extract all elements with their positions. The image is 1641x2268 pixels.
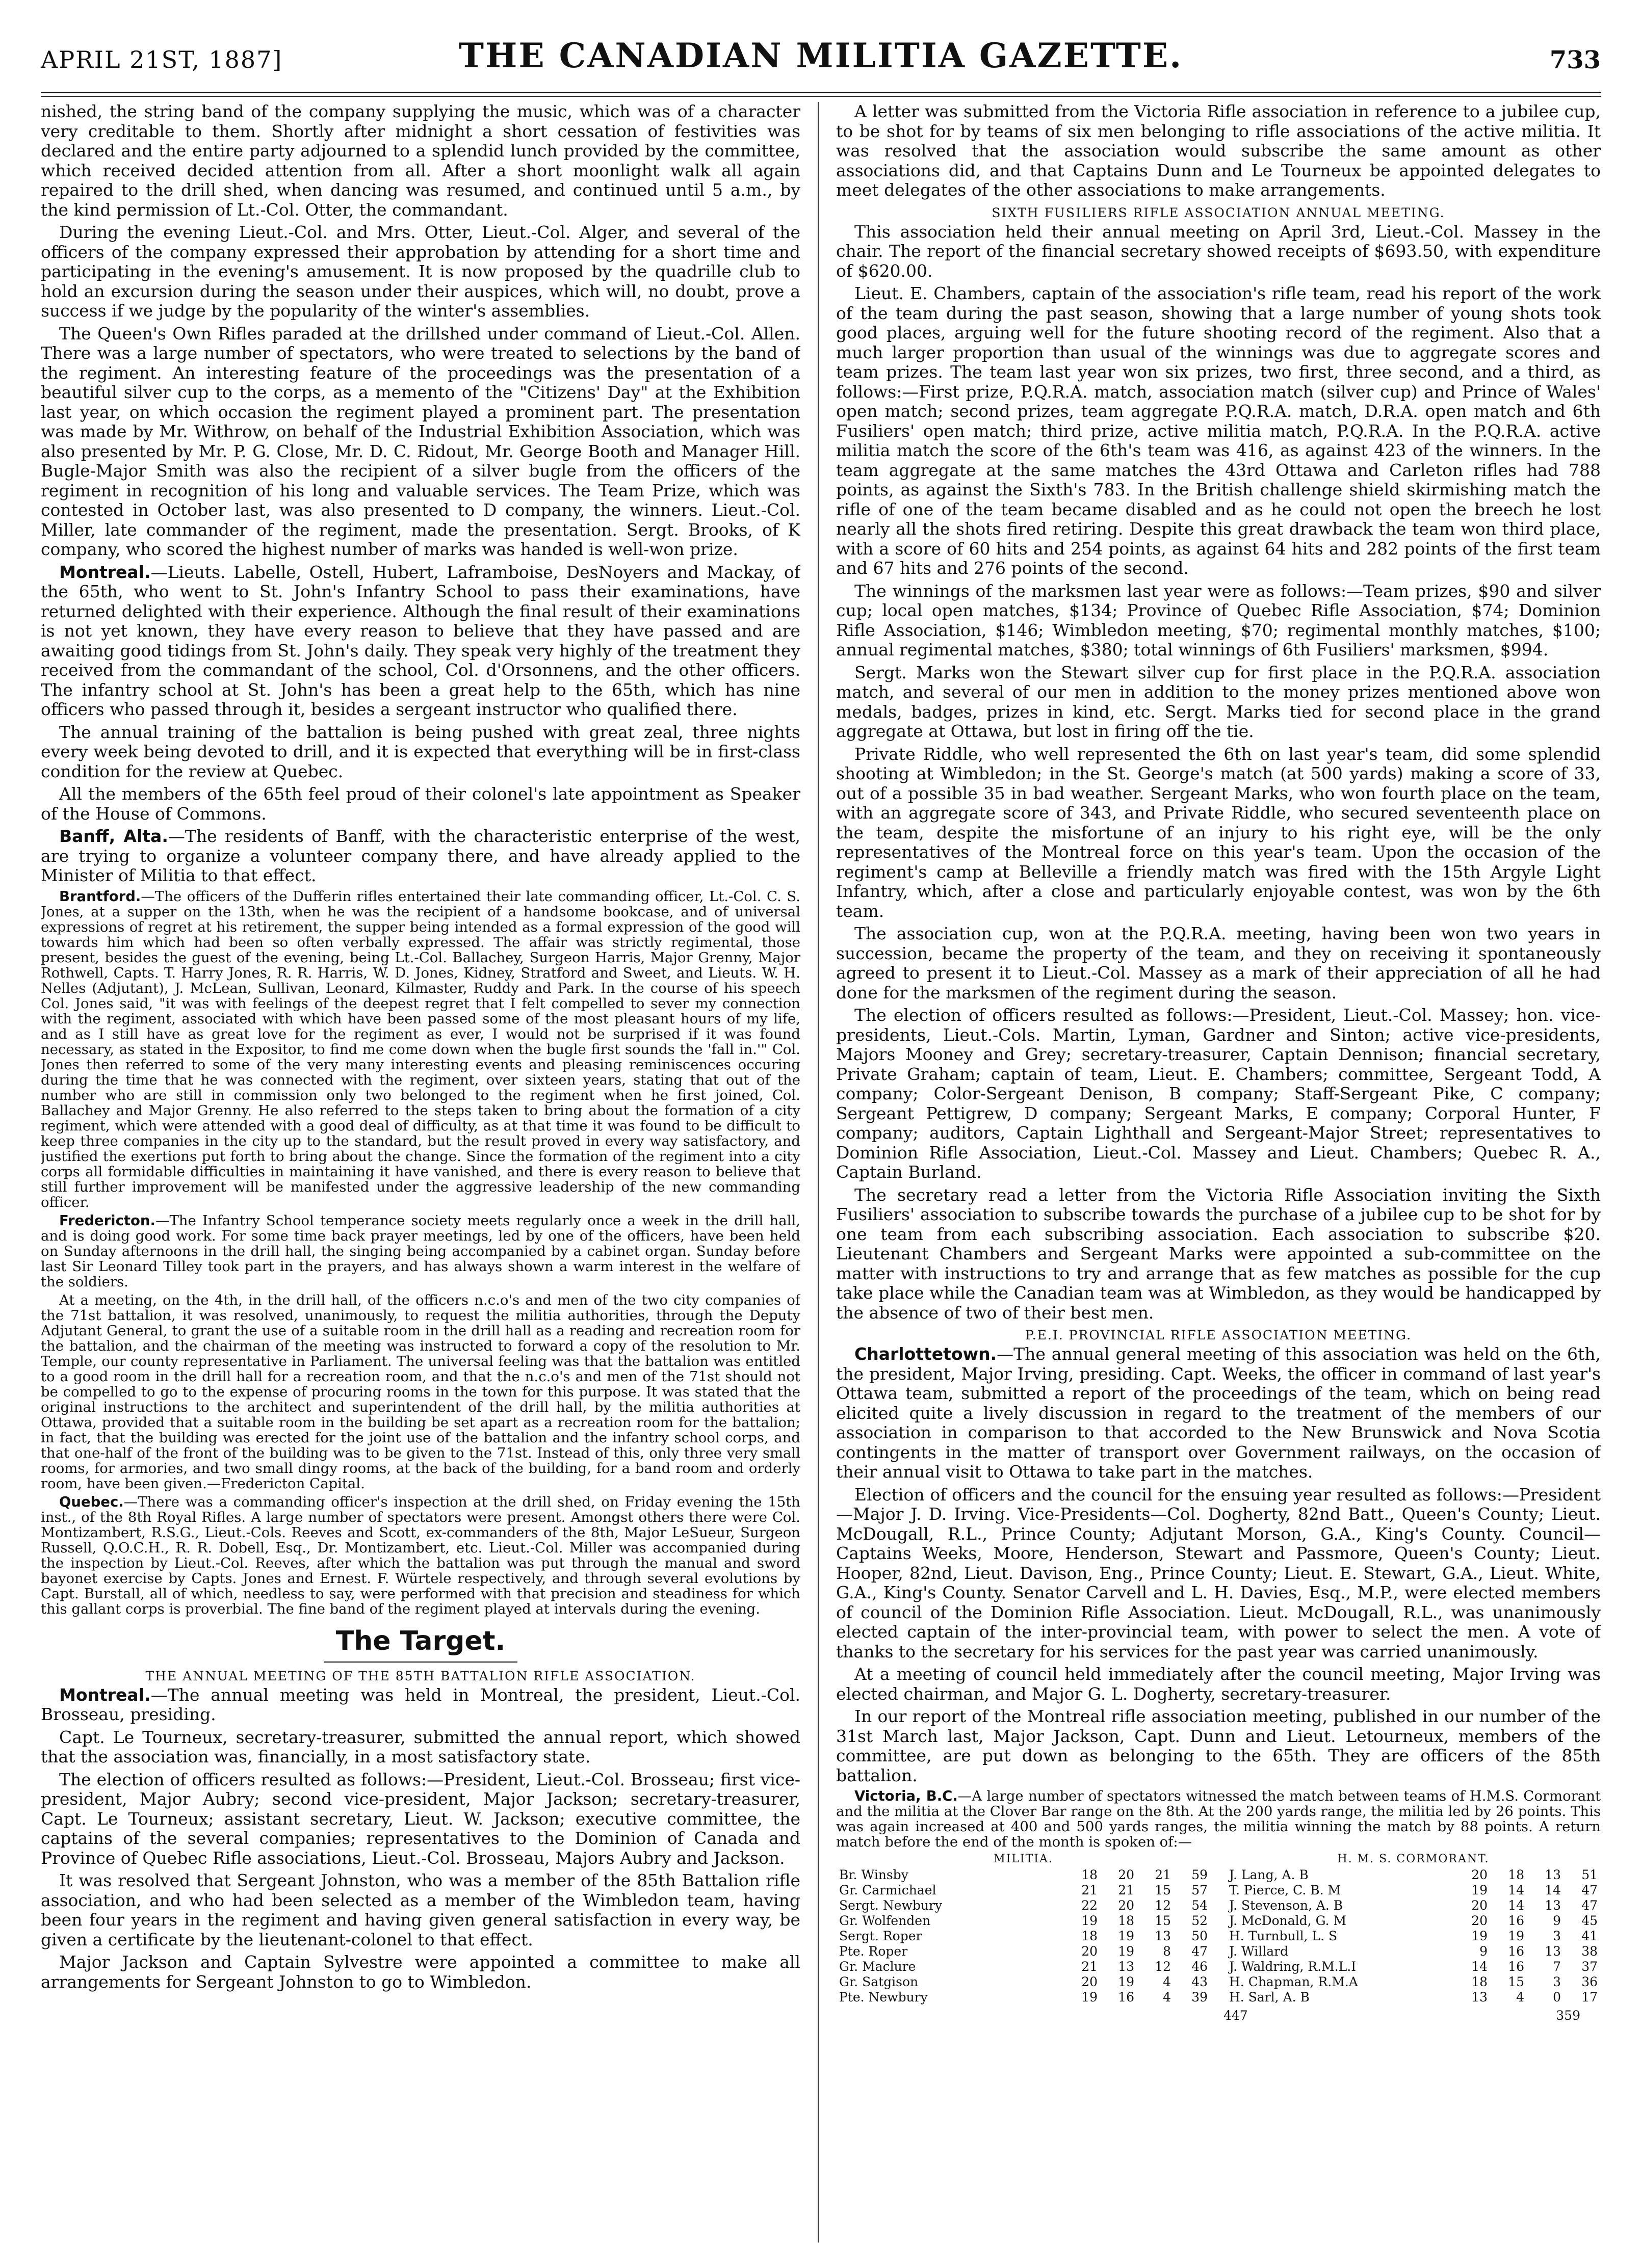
table-row	[1226, 1959, 1601, 1974]
montreal-item	[41, 563, 800, 720]
columns	[41, 102, 1601, 2243]
score-500-yards: 13	[1545, 1944, 1561, 1959]
score-500-yards: 13	[1545, 1867, 1561, 1882]
paragraph: Sergt. Marks won the Stewart silver cup for first place in the P.Q.R.A. association match, and several of our men in addition to the money prizes mentioned above won medals, badges, prizes in kind, etc. Sergt. Marks tied for second place in the grand aggregate at Ottawa, but lost in firing off the tie.	[836, 662, 1601, 741]
score-500-yards: 3	[1553, 1974, 1561, 1989]
score-200-yards: 20	[1081, 1944, 1098, 1959]
table-row	[1226, 1929, 1601, 1944]
score-total: 41	[1581, 1929, 1598, 1943]
score-400-yards: 19	[1118, 1974, 1134, 1989]
paragraph: The annual training of the battalion is being pushed with great zeal, three nights every week being devoted to drill, and it is expected that everything will be in first-class condition for the review at Quebec.	[41, 722, 800, 781]
score-500-yards: 4	[1163, 1990, 1171, 2005]
table-row	[1226, 1944, 1601, 1959]
score-total: 46	[1191, 1959, 1208, 1974]
competitor-name: T. Pierce, C. B. M	[1229, 1883, 1341, 1897]
table-row	[836, 1867, 1211, 1883]
competitor-name: H. Sarl, A. B	[1229, 1990, 1310, 2005]
section-title: The Target.	[335, 1625, 506, 1656]
score-200-yards: 19	[1471, 1883, 1488, 1897]
table-row	[1226, 1990, 1601, 2005]
competitor-name: Pte. Roper	[839, 1944, 908, 1959]
place-heading: Quebec.	[59, 1493, 124, 1510]
column-divider	[818, 102, 819, 2243]
paragraph: nished, the string band of the company supplying the music, which was of a character very creditable to them. Shortly after midnight a short cessation of festivities was declared and the entire party adjourned to a splendid lunch provided by the committee, which received decided attention from all. After a short moonlight walk all again repaired to the drill shed, when dancing was resumed, and continued until 5 a.m., by the kind permission of Lt.-Col. Otter, the commandant.	[41, 102, 800, 220]
score-total: 47	[1191, 1944, 1208, 1959]
competitor-name: Gr. Maclure	[839, 1959, 916, 1974]
paragraph: At a meeting of council held immediately after the council meeting, Major Irving was elected chairman, and Major G. L. Dogherty, secretary-treasurer.	[836, 1664, 1601, 1704]
newspaper-page	[41, 36, 1601, 2243]
competitor-name: J. Waldring, R.M.L.I	[1229, 1959, 1357, 1974]
place-heading: Montreal.	[59, 1684, 151, 1705]
table-row	[836, 1959, 1211, 1974]
item-text: —The annual general meeting of this association was held on the 6th, the president, Major Irving, presiding. Capt. Weeks, the officer in command of last year's Ottawa team, submitted a report of the proceedings of the team, which on being read elicited quite a lively discussion in regard to the treatment of the members of our association in comparison to that accorded to the New Brunswick and Nova Scotia contingents in the matter of transport over Government railways, on the occasion of their annual visit to Ottawa to take part in the matches.	[836, 1344, 1601, 1482]
charlottetown-item	[836, 1344, 1601, 1482]
score-400-yards: 20	[1118, 1867, 1134, 1882]
score-500-yards: 8	[1163, 1944, 1171, 1959]
score-500-yards: 12	[1155, 1898, 1171, 1913]
place-heading: Brantford.	[59, 888, 141, 905]
score-400-yards: 14	[1508, 1883, 1524, 1897]
totals-row	[836, 2005, 1601, 2023]
paragraph: Private Riddle, who well represented the 6th on last year's team, did some splendid shooting at Wimbledon; in the St. George's match (at 500 yards) making a score of 33, out of a possible 35 in bad weather. Sergeant Marks, who won fourth place on the team, with an aggregate score of 343, and Private Riddle, who secured seventeenth place on the team, despite the misfortune of an injury to his right eye, will be the only representatives of the Montreal force on this year's team. Upon the occasion of the regiment's camp at Belleville a friendly match was fired with the 15th Argyle Light Infantry, which, after a close and particularly enjoyable contest, was won by the 6th team.	[836, 744, 1601, 921]
score-400-yards: 16	[1508, 1913, 1524, 1928]
score-200-yards: 13	[1471, 1990, 1488, 2005]
victoria-item	[836, 1788, 1601, 1850]
score-500-yards: 13	[1545, 1898, 1561, 1913]
score-400-yards: 13	[1118, 1959, 1134, 1974]
table-row	[836, 1974, 1211, 1990]
fredericton-item	[41, 1213, 800, 1289]
score-400-yards: 19	[1118, 1929, 1134, 1943]
score-400-yards: 19	[1118, 1944, 1134, 1959]
page-number: 733	[1549, 46, 1601, 74]
score-500-yards: 13	[1155, 1929, 1171, 1943]
paragraph: A letter was submitted from the Victoria Rifle association in reference to a jubilee cup, to be shot for by teams of six men belonging to rifle associations of the active militia. It was resolved that the association would subscribe the same amount as other associations did, and that Captains Dunn and Le Tourneux be appointed delegates to meet delegates of the other associations to make arrangements.	[836, 102, 1601, 200]
score-total: 47	[1581, 1898, 1598, 1913]
paragraph: In our report of the Montreal rifle association meeting, published in our number of the 31st March last, Major Jackson, Capt. Dunn and Lieut. Letourneux, members of the committee, are put down as belonging to the 65th. They are officers of the 85th battalion.	[836, 1706, 1601, 1785]
score-400-yards: 14	[1508, 1898, 1524, 1913]
score-200-yards: 20	[1471, 1913, 1488, 1928]
competitor-name: Sergt. Newbury	[839, 1898, 943, 1913]
table-row	[1226, 1974, 1601, 1990]
table-row	[836, 1990, 1211, 2005]
score-total: 57	[1191, 1883, 1208, 1897]
subsection-heading: P.E.I. PROVINCIAL RIFLE ASSOCIATION MEETING.	[1025, 1328, 1412, 1342]
score-200-yards: 9	[1479, 1944, 1488, 1959]
score-400-yards: 19	[1508, 1929, 1524, 1943]
table-row	[836, 1944, 1211, 1959]
place-heading: Montreal.	[59, 562, 151, 582]
item-text: —The residents of Banff, with the characteristic enterprise of the west, are trying to organize a volunteer company there, and have already applied to the Minister of Militia to that effect.	[41, 826, 800, 885]
paragraph: The election of officers resulted as follows:—President, Lieut.-Col. Massey; hon. vice-presidents, Lieut.-Cols. Martin, Lyman, Gardner and Sinton; active vice-presidents, Majors Mooney and Grey; secretary-treasurer, Captain Dennison; financial secretary, Private Graham; captain of team, Lieut. E. Chambers; committee, Sergeant Todd, A company; Color-Sergeant Denison, B company; Staff-Sergeant Pike, C company; Sergeant Pettigrew, D company; Sergeant Marks, E company; Corporal Hunter, F company; auditors, Captain Lighthall and Sergeant-Major Street; representatives to Dominion Rifle Association, Lieut.-Col. Massey and Lieut. Chambers; Quebec R. A., Captain Burland.	[836, 1005, 1601, 1182]
score-400-yards: 16	[1508, 1959, 1524, 1974]
place-heading: Charlottetown.	[854, 1344, 997, 1364]
paragraph: It was resolved that Sergeant Johnston, who was a member of the 85th Battalion rifle association, and who had been selected as a member of the Wimbledon team, having been four years in the regiment and having given general satisfaction in every way, be given a certificate by the lieutenant-colonel to that effect.	[41, 1870, 800, 1949]
competitor-name: J. McDonald, G. M	[1229, 1913, 1347, 1928]
score-400-yards: 20	[1118, 1898, 1134, 1913]
quebec-item	[41, 1494, 800, 1617]
table-row	[1226, 1883, 1601, 1898]
item-text: —There was a commanding officer's inspection at the drill shed, on Friday evening the 15th inst., of the 8th Royal Rifles. A large number of spectators were present. Amongst others there were Col. Montizambert, R.S.G., Lieut.-Cols. Reeves and Scott, ex-commanders of the 8th, Major LeSueur, Surgeon Russell, Q.O.C.H., R. R. Dobell, Esq., Dr. Montizambert, etc. Lieut.-Col. Miller was accompanied during the inspection by Lieut.-Col. Reeves, after which the battalion was put through the manual and sword bayonet exercise by Capts. Jones and Ernest. F. Würtele respectively, and through several evolutions by Capt. Burstall, all of which, needless to say, were performed with that precision and steadiness for which this gallant corps is proverbial. The fine band of the regiment played at intervals during the evening.	[41, 1493, 800, 1617]
paragraph: This association held their annual meeting on April 3rd, Lieut.-Col. Massey in the chair. The report of the financial secretary showed receipts of $693.50, with expenditure of $620.00.	[836, 221, 1601, 281]
place-heading: Banff, Alta.	[59, 826, 168, 846]
score-200-yards: 19	[1081, 1990, 1098, 2005]
place-heading: Fredericton.	[59, 1212, 155, 1229]
paragraph: Major Jackson and Captain Sylvestre were appointed a committee to make all arrangements for Sergeant Johnston to go to Wimbledon.	[41, 1952, 800, 1992]
brantford-item	[41, 889, 800, 1210]
score-200-yards: 21	[1081, 1959, 1098, 1974]
issue-date: APRIL 21ST, 1887]	[41, 46, 283, 73]
score-500-yards: 3	[1553, 1929, 1561, 1943]
militia-total: 447	[1223, 2008, 1248, 2023]
competitor-name: Sergt. Roper	[839, 1929, 922, 1943]
score-total: 51	[1581, 1867, 1598, 1882]
table-row	[1226, 1867, 1601, 1883]
score-400-yards: 16	[1508, 1944, 1524, 1959]
score-200-yards: 19	[1081, 1913, 1098, 1928]
score-total: 17	[1581, 1990, 1598, 2005]
score-total: 47	[1581, 1883, 1598, 1897]
score-200-yards: 18	[1081, 1929, 1098, 1943]
cormorant-total: 359	[1556, 2008, 1580, 2023]
paragraph: The election of officers resulted as follows:—President, Lieut.-Col. Brosseau; first vice-president, Major Aubry; second vice-president, Major Jackson; secretary-treasurer, Capt. Le Tourneux; assistant secretary, Lieut. W. Jackson; executive committee, the captains of the several companies; representatives to the Dominion of Canada and Province of Quebec Rifle associations, Lieut.-Col. Brosseau, Majors Aubry and Jackson.	[41, 1769, 800, 1868]
score-500-yards: 15	[1155, 1883, 1171, 1897]
score-500-yards: 4	[1163, 1974, 1171, 1989]
table-row	[836, 1929, 1211, 1944]
score-200-yards: 19	[1471, 1929, 1488, 1943]
score-400-yards: 18	[1508, 1867, 1524, 1882]
item-text: —The annual meeting was held in Montreal, the president, Lieut.-Col. Brosseau, presiding.	[41, 1684, 800, 1724]
score-500-yards: 9	[1553, 1913, 1561, 1928]
cormorant-score-table	[1226, 1867, 1601, 2005]
score-total: 50	[1191, 1929, 1208, 1943]
competitor-name: Pte. Newbury	[839, 1990, 928, 2005]
competitor-name: J. Willard	[1229, 1944, 1289, 1959]
score-200-yards: 20	[1471, 1867, 1488, 1882]
paragraph: The association cup, won at the P.Q.R.A. meeting, having been won two years in succession, became the property of the team, and they on receiving it spontaneously agreed to present it to Lieut.-Col. Massey as a mark of their appreciation of all he had done for the marksmen of the regiment during the season.	[836, 924, 1601, 1003]
subsection-heading: THE ANNUAL MEETING OF THE 85TH BATTALION RIFLE ASSOCIATION.	[145, 1668, 696, 1683]
score-total: 36	[1581, 1974, 1598, 1989]
item-text: —The Infantry School temperance society meets regularly once a week in the drill hall, and is doing good work. For some time back prayer meetings, led by one of the officers, have been held on Sunday afternoons in the drill hall, the singing being accompanied by a cabinet organ. Sunday before last Sir Leonard Tilley took part in the prayers, and has always shown a warm interest in the welfare of the soldiers.	[41, 1212, 800, 1290]
publication-title: THE CANADIAN MILITIA GAZETTE.	[458, 36, 1183, 75]
table-row	[1226, 1913, 1601, 1929]
competitor-name: Br. Winsby	[839, 1867, 908, 1882]
paragraph: At a meeting, on the 4th, in the drill hall, of the officers n.c.o's and men of the two city companies of the 71st battalion, it was resolved, unanimously, to request the militia authorities, through the Deputy Adjutant General, to grant the use of a suitable room in the drill hall as a reading and recreation room for the battalion, and the chairman of the meeting was instructed to forward a copy of the resolution to Mr. Temple, our county representative in Parliament. The universal feeling was that the battalion was entitled to a good room in the drill hall for a recreation room, and that the n.c.o's and men of the 71st should not be compelled to go to the expense of procuring rooms in the town for this purpose. It was stated that the original instructions to the architect and superintendent of the drill hall, by the militia authorities at Ottawa, provided that a suitable room in the building be set apart as a recreation room for the battalion; in fact, that the building was erected for the joint use of the battalion and the infantry school corps, and that one-half of the front of the building was to be given to the 71st. Instead of this, only three very small rooms, for armories, and two small dingy rooms, at the back of the building, for a band room and orderly room, have been given.—Fredericton Capital.	[41, 1291, 800, 1492]
place-heading: Victoria, B.C.	[854, 1788, 958, 1804]
paragraph: Capt. Le Tourneux, secretary-treasurer, submitted the annual report, which showed that the association was, financially, in a most satisfactory state.	[41, 1727, 800, 1766]
score-500-yards: 7	[1553, 1959, 1561, 1974]
item-text: —The officers of the Dufferin rifles entertained their late commanding officer, Lt.-Col. C. S. Jones, at a supper on the 13th, when he was the recipient of a handsome bookcase, and of universal expressions of regret at his retirement, the supper being intended as a formal expression of the good will towards him which had been so often verbally expressed. The affair was strictly regimental, those present, besides the guest of the evening, being Lt.-Col. Ballachey, Surgeon Harris, Major Grenny, Major Rothwell, Capts. T. Harry Jones, R. R. Harris, W. D. Jones, Kidney, Stratford and Sweet, and Lieuts. W. H. Nelles (Adjutant), J. McLean, Sullivan, Leonard, Kilmaster, Ruddy and Park. In the course of his speech Col. Jones said, "it was with feelings of the deepest regret that I felt compelled to sever my connection with the regiment, associated with which have been passed some of the most pleasant hours of my life, and as I still have as great love for the regiment as ever, I would not be surprised if it was found necessary, as stated in the Expositor, to find me come down when the bugle first sounds the 'fall in.'" Col. Jones then referred to some of the very many interesting events and pleasing reminiscences occuring during the time that he was connected with the regiment, over sixteen years, stating that out of the number who are still in commission only two belonged to the regiment when he first joined, Col. Ballachey and Major Grenny. He also referred to the steps taken to bring about the formation of a city regiment, which were attended with a good deal of difficulty, as at that time it was found to be difficult to keep three companies in the city up to the standard, but the result proved in every way satisfactory, and justified the exertions put forth to bring about the change. Since the formation of the regiment into a city corps all formidable difficulties in maintaining it have vanished, and there is every reason to believe that still further improvement will be manifested under the aggressive leadership of the new commanding officer.	[41, 888, 800, 1210]
table-caption: MILITIA.	[994, 1853, 1053, 1865]
right-column	[836, 102, 1601, 2243]
score-total: 39	[1191, 1990, 1208, 2005]
paragraph: The Queen's Own Rifles paraded at the drillshed under command of Lieut.-Col. Allen. There was a large number of spectators, who were treated to selections by the band of the regiment. An interesting feature of the proceedings was the presentation of a beautiful silver cup to the corps, as a memento of the "Citizens' Day" at the Exhibition last year, on which occasion the regiment played a prominent part. The presentation was made by Mr. Withrow, on behalf of the Industrial Exhibition Association, which was also presented by Mr. P. G. Close, Mr. D. C. Ridout, Mr. George Booth and Manager Hill. Bugle-Major Smith was also the recipient of a silver bugle from the officers of the regiment in recognition of his long and valuable services. The Team Prize, which was contested in October last, was also presented to D company, the winners. Lieut.-Col. Miller, late commander of the regiment, made the presentation. Sergt. Brooks, of K company, who scored the highest number of marks was handed is well-won prize.	[41, 323, 800, 559]
score-200-yards: 18	[1081, 1867, 1098, 1882]
score-500-yards: 15	[1155, 1913, 1171, 1928]
score-total: 45	[1581, 1913, 1598, 1928]
table-row	[836, 1898, 1211, 1913]
score-500-yards: 0	[1553, 1990, 1561, 2005]
section-rule	[324, 1662, 517, 1663]
score-tables	[836, 1853, 1601, 2005]
score-400-yards: 21	[1118, 1883, 1134, 1897]
score-total: 54	[1191, 1898, 1208, 1913]
banff-item	[41, 827, 800, 886]
score-500-yards: 12	[1155, 1959, 1171, 1974]
score-total: 43	[1191, 1974, 1208, 1989]
target-montreal-item	[41, 1685, 800, 1725]
score-400-yards: 15	[1508, 1974, 1524, 1989]
score-total: 59	[1191, 1867, 1208, 1882]
score-200-yards: 18	[1471, 1974, 1488, 1989]
competitor-name: Gr. Satgison	[839, 1974, 919, 1989]
paragraph: The winnings of the marksmen last year were as follows:—Team prizes, $90 and silver cup; local open matches, $134; Province of Quebec Rifle Association, $74; Dominion Rifle Association, $146; Wimbledon meeting, $70; regimental monthly matches, $100; annual regimental matches, $380; total winnings of 6th Fusiliers' marksmen, $994.	[836, 581, 1601, 660]
competitor-name: Gr. Carmichael	[839, 1883, 936, 1897]
militia-score-table	[836, 1867, 1211, 2005]
page-header	[41, 36, 1601, 92]
header-rule	[41, 92, 1601, 97]
item-text: —Lieuts. Labelle, Ostell, Hubert, Laframboise, DesNoyers and Mackay, of the 65th, who went to St. John's Infantry School to pass their examinations, have returned delighted with their experience. Although the final result of their examinations is not yet known, they have every reason to believe that they have passed and are awaiting good tidings from St. John's daily. They speak very highly of the treatment they received from the commandant of the school, Col. d'Orsonnens, and the other officers. The infantry school at St. John's has been a great help to the 65th, which has nine officers who passed through it, besides a sergeant instructor who qualified there.	[41, 562, 800, 719]
competitor-name: H. Chapman, R.M.A	[1229, 1974, 1358, 1989]
score-500-yards: 21	[1155, 1867, 1171, 1882]
score-total: 37	[1581, 1959, 1598, 1974]
score-400-yards: 18	[1118, 1913, 1134, 1928]
score-200-yards: 20	[1081, 1974, 1098, 1989]
paragraph: All the members of the 65th feel proud of their colonel's late appointment as Speaker of the House of Commons.	[41, 784, 800, 824]
paragraph: The secretary read a letter from the Victoria Rifle Association inviting the Sixth Fusiliers' association to subscribe towards the purchase of a jubilee cup to be shot for by one team from each subscribing association. Each association to subscribe $20. Lieutenant Chambers and Sergeant Marks were appointed a sub-committee on the matter with instructions to try and arrange that as few matches as possible for the cup take place while the Canadian team was at Wimbledon, as they would be handicapped by the absence of two of their best men.	[836, 1184, 1601, 1323]
militia-table-block	[836, 1853, 1211, 2005]
score-400-yards: 4	[1516, 1990, 1524, 2005]
competitor-name: Gr. Wolfenden	[839, 1913, 931, 1928]
score-400-yards: 16	[1118, 1990, 1134, 2005]
table-row	[836, 1883, 1211, 1898]
paragraph: Election of officers and the council for the ensuing year resulted as follows:—President—Major J. D. Irving. Vice-Presidents—Col. Dogherty, 82nd Batt., Queen's County; Lieut. McDougall, R.L., Prince County; Adjutant Morson, G.A., King's County. Council—Captains Weeks, Moore, Henderson, Stewart and Passmore, Queen's County; Lieut. Hooper, 82nd, Lieut. Davison, Eng., Prince County; Lieut. E. Stewart, G.A., Lieut. White, G.A., King's County. Senator Carvell and L. H. Davies, Esq., M.P., were elected members of council of the Dominion Rifle Association. Lieut. McDougall, R.L., was unanimously elected captain of the inter-provincial team, with power to select the men. A vote of thanks to the secretary for his services for the past year was carried unanimously.	[836, 1484, 1601, 1662]
paragraph: During the evening Lieut.-Col. and Mrs. Otter, Lieut.-Col. Alger, and several of the officers of the company expressed their approbation by attending for a short time and participating in the evening's amusement. It is now proposed by the quadrille club to hold an excursion during the season under their auspices, which will, no doubt, prove a success if we judge by the popularity of the winter's assemblies.	[41, 222, 800, 321]
competitor-name: J. Stevenson, A. B	[1229, 1898, 1343, 1913]
subsection-heading: SIXTH FUSILIERS RIFLE ASSOCIATION ANNUAL MEETING.	[992, 205, 1445, 220]
score-total: 52	[1191, 1913, 1208, 1928]
competitor-name: H. Turnbull, L. S	[1229, 1929, 1338, 1943]
competitor-name: J. Lang, A. B	[1229, 1867, 1309, 1882]
score-200-yards: 14	[1471, 1959, 1488, 1974]
item-text: —A large number of spectators witnessed the match between teams of H.M.S. Cormorant and the militia at the Clover Bar range on the 8th. At the 200 yards range, the militia led by 26 points. This was again increased at 400 and 500 yards ranges, the militia winning the match by 88 points. A return match before the end of the month is spoken of:—	[836, 1788, 1601, 1850]
table-caption: H. M. S. CORMORANT.	[1337, 1853, 1490, 1865]
score-200-yards: 21	[1081, 1883, 1098, 1897]
score-500-yards: 14	[1545, 1883, 1561, 1897]
table-row	[836, 1913, 1211, 1929]
score-200-yards: 20	[1471, 1898, 1488, 1913]
left-column	[41, 102, 800, 2243]
score-total: 38	[1581, 1944, 1598, 1959]
score-200-yards: 22	[1081, 1898, 1098, 1913]
table-row	[1226, 1898, 1601, 1913]
paragraph: Lieut. E. Chambers, captain of the association's rifle team, read his report of the work of the team during the past season, showing that a large number of young shots took good places, arguing well for the future shooting record of the regiment. Also that a much larger proportion than usual of the winnings was due to aggregate scores and team prizes. The team last year won six prizes, two first, three second, and a third, as follows:—First prize, P.Q.R.A. match, association match (silver cup) and Prince of Wales' open match; second prizes, team aggregate P.Q.R.A. match, D.R.A. open match and 6th Fusiliers' open match; third prize, active militia match, P.Q.R.A. In the P.Q.R.A. active militia match the score of the 6th's team was 416, as against 423 of the winners. In the team aggregate at the same matches the 43rd Ottawa and Carleton rifles had 788 points, as against the Sixth's 783. In the British challenge shield skirmishing match the rifle of one of the team became disabled and as he could not open the breech he lost nearly all the shots fired retiring. Despite this great drawback the team won third place, with a score of 60 hits and 254 points, as against 64 hits and 282 points of the first team and 67 hits and 276 points of the second.	[836, 283, 1601, 578]
cormorant-table-block	[1226, 1853, 1601, 2005]
